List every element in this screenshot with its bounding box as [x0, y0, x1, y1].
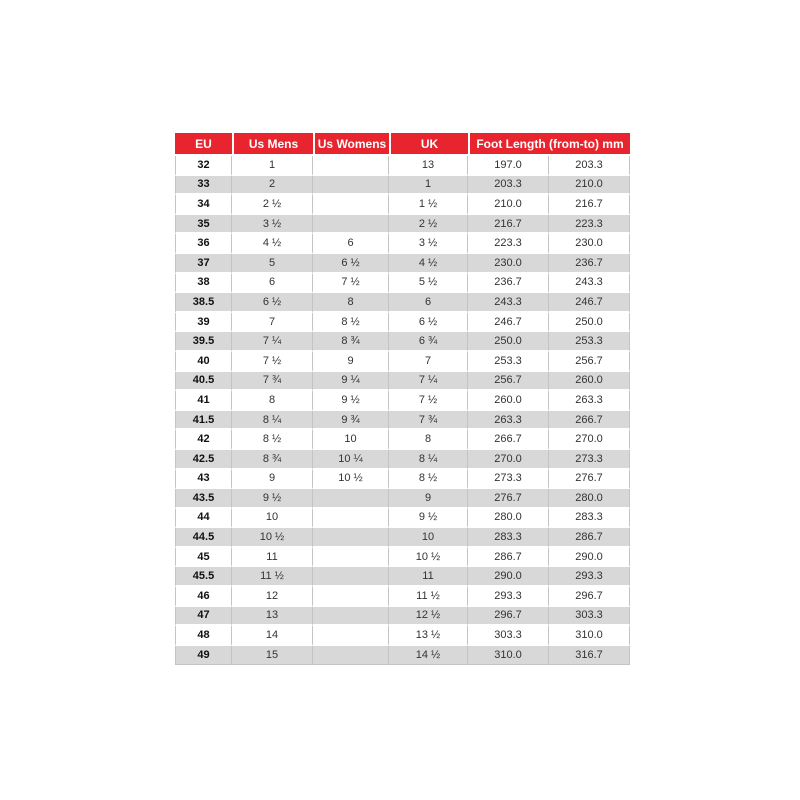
cell-uk: 7: [389, 352, 468, 372]
table-row: [175, 430, 630, 450]
cell-foot-length-from: 276.7: [468, 489, 549, 509]
cell-uk: 2 ½: [389, 215, 468, 235]
cell-eu: 39.5: [175, 332, 232, 352]
table-row: [175, 450, 630, 470]
table-row: [175, 548, 630, 568]
cell-us-womens: 6: [313, 234, 389, 254]
cell-foot-length-from: 250.0: [468, 332, 549, 352]
table-row: [175, 176, 630, 196]
cell-foot-length-to: 223.3: [549, 215, 630, 235]
cell-foot-length-from: 263.3: [468, 411, 549, 431]
cell-eu: 40: [175, 352, 232, 372]
cell-uk: 9: [389, 489, 468, 509]
cell-eu: 44.5: [175, 528, 232, 548]
table-row: [175, 391, 630, 411]
cell-us-mens: 11 ½: [232, 567, 313, 587]
cell-foot-length-to: 236.7: [549, 254, 630, 274]
cell-foot-length-from: 293.3: [468, 587, 549, 607]
cell-us-womens: [313, 646, 389, 666]
header-us-mens: Us Mens: [232, 133, 313, 156]
cell-uk: 5 ½: [389, 274, 468, 294]
cell-us-womens: [313, 176, 389, 196]
table-row: [175, 234, 630, 254]
cell-us-mens: 7 ¼: [232, 332, 313, 352]
cell-foot-length-to: 203.3: [549, 156, 630, 176]
cell-eu: 45: [175, 548, 232, 568]
cell-eu: 34: [175, 195, 232, 215]
table-row: [175, 293, 630, 313]
cell-us-womens: 6 ½: [313, 254, 389, 274]
cell-eu: 41: [175, 391, 232, 411]
cell-uk: 9 ½: [389, 509, 468, 529]
cell-foot-length-from: 303.3: [468, 626, 549, 646]
cell-eu: 43.5: [175, 489, 232, 509]
header-uk: UK: [389, 133, 468, 156]
cell-us-womens: [313, 607, 389, 627]
cell-foot-length-from: 283.3: [468, 528, 549, 548]
cell-us-womens: [313, 587, 389, 607]
table-row: [175, 528, 630, 548]
cell-us-womens: 9 ½: [313, 391, 389, 411]
cell-foot-length-from: 260.0: [468, 391, 549, 411]
cell-us-mens: 1: [232, 156, 313, 176]
cell-foot-length-from: 210.0: [468, 195, 549, 215]
cell-foot-length-to: 270.0: [549, 430, 630, 450]
cell-us-womens: 8 ½: [313, 313, 389, 333]
cell-uk: 8 ¼: [389, 450, 468, 470]
table-row: [175, 254, 630, 274]
cell-uk: 7 ¼: [389, 372, 468, 392]
cell-foot-length-to: 293.3: [549, 567, 630, 587]
cell-foot-length-from: 290.0: [468, 567, 549, 587]
cell-foot-length-from: 236.7: [468, 274, 549, 294]
cell-us-mens: 14: [232, 626, 313, 646]
table-row: [175, 646, 630, 666]
cell-us-womens: 8: [313, 293, 389, 313]
cell-uk: 11: [389, 567, 468, 587]
cell-foot-length-from: 256.7: [468, 372, 549, 392]
table-row: [175, 372, 630, 392]
cell-foot-length-from: 230.0: [468, 254, 549, 274]
cell-foot-length-to: 210.0: [549, 176, 630, 196]
cell-uk: 11 ½: [389, 587, 468, 607]
cell-uk: 12 ½: [389, 607, 468, 627]
cell-us-mens: 8 ½: [232, 430, 313, 450]
cell-us-mens: 9 ½: [232, 489, 313, 509]
cell-uk: 6 ½: [389, 313, 468, 333]
cell-eu: 47: [175, 607, 232, 627]
cell-uk: 7 ¾: [389, 411, 468, 431]
cell-foot-length-to: 243.3: [549, 274, 630, 294]
cell-us-womens: [313, 626, 389, 646]
cell-us-womens: [313, 567, 389, 587]
cell-foot-length-to: 246.7: [549, 293, 630, 313]
cell-us-mens: 6 ½: [232, 293, 313, 313]
cell-foot-length-from: 203.3: [468, 176, 549, 196]
cell-uk: 7 ½: [389, 391, 468, 411]
cell-uk: 4 ½: [389, 254, 468, 274]
cell-us-mens: 3 ½: [232, 215, 313, 235]
cell-eu: 42: [175, 430, 232, 450]
cell-eu: 44: [175, 509, 232, 529]
cell-us-womens: 9 ¼: [313, 372, 389, 392]
cell-eu: 32: [175, 156, 232, 176]
cell-us-womens: 10 ½: [313, 470, 389, 490]
cell-foot-length-from: 273.3: [468, 470, 549, 490]
cell-us-mens: 4 ½: [232, 234, 313, 254]
cell-foot-length-from: 216.7: [468, 215, 549, 235]
cell-foot-length-from: 310.0: [468, 646, 549, 666]
cell-eu: 42.5: [175, 450, 232, 470]
cell-foot-length-to: 256.7: [549, 352, 630, 372]
cell-uk: 14 ½: [389, 646, 468, 666]
cell-uk: 1 ½: [389, 195, 468, 215]
table-row: [175, 470, 630, 490]
table-row: [175, 567, 630, 587]
cell-foot-length-to: 296.7: [549, 587, 630, 607]
cell-us-mens: 13: [232, 607, 313, 627]
cell-foot-length-to: 216.7: [549, 195, 630, 215]
cell-uk: 13 ½: [389, 626, 468, 646]
cell-us-mens: 7 ½: [232, 352, 313, 372]
table-row: [175, 509, 630, 529]
table-row: [175, 411, 630, 431]
cell-uk: 6: [389, 293, 468, 313]
cell-foot-length-from: 296.7: [468, 607, 549, 627]
cell-eu: 41.5: [175, 411, 232, 431]
cell-foot-length-from: 266.7: [468, 430, 549, 450]
size-chart-table: [175, 133, 630, 665]
table-row: [175, 587, 630, 607]
cell-us-mens: 2 ½: [232, 195, 313, 215]
table-row: [175, 195, 630, 215]
cell-eu: 33: [175, 176, 232, 196]
cell-us-womens: [313, 195, 389, 215]
cell-foot-length-to: 276.7: [549, 470, 630, 490]
cell-foot-length-to: 303.3: [549, 607, 630, 627]
table-body: [175, 156, 630, 665]
cell-eu: 36: [175, 234, 232, 254]
cell-eu: 38: [175, 274, 232, 294]
cell-us-womens: [313, 509, 389, 529]
cell-foot-length-from: 270.0: [468, 450, 549, 470]
table-row: [175, 626, 630, 646]
cell-eu: 35: [175, 215, 232, 235]
cell-foot-length-to: 263.3: [549, 391, 630, 411]
cell-uk: 13: [389, 156, 468, 176]
cell-us-mens: 10 ½: [232, 528, 313, 548]
cell-us-womens: [313, 489, 389, 509]
cell-us-womens: 9: [313, 352, 389, 372]
cell-uk: 8 ½: [389, 470, 468, 490]
cell-uk: 10: [389, 528, 468, 548]
cell-uk: 6 ¾: [389, 332, 468, 352]
cell-us-mens: 12: [232, 587, 313, 607]
cell-foot-length-from: 280.0: [468, 509, 549, 529]
table-row: [175, 607, 630, 627]
cell-eu: 43: [175, 470, 232, 490]
cell-eu: 37: [175, 254, 232, 274]
cell-us-womens: 8 ¾: [313, 332, 389, 352]
table-row: [175, 332, 630, 352]
cell-us-womens: [313, 215, 389, 235]
cell-foot-length-to: 316.7: [549, 646, 630, 666]
cell-us-mens: 15: [232, 646, 313, 666]
cell-foot-length-to: 266.7: [549, 411, 630, 431]
cell-foot-length-from: 223.3: [468, 234, 549, 254]
cell-eu: 48: [175, 626, 232, 646]
cell-us-mens: 8: [232, 391, 313, 411]
header-row: [175, 133, 630, 156]
cell-eu: 49: [175, 646, 232, 666]
cell-us-mens: 9: [232, 470, 313, 490]
table-row: [175, 215, 630, 235]
cell-foot-length-from: 197.0: [468, 156, 549, 176]
cell-foot-length-from: 246.7: [468, 313, 549, 333]
cell-us-womens: 9 ¾: [313, 411, 389, 431]
cell-foot-length-to: 253.3: [549, 332, 630, 352]
cell-us-womens: 10 ¼: [313, 450, 389, 470]
cell-foot-length-to: 260.0: [549, 372, 630, 392]
cell-us-womens: [313, 528, 389, 548]
cell-foot-length-from: 243.3: [468, 293, 549, 313]
cell-foot-length-to: 283.3: [549, 509, 630, 529]
table-row: [175, 313, 630, 333]
header-foot-length: Foot Length (from-to) mm: [468, 133, 630, 156]
cell-foot-length-from: 286.7: [468, 548, 549, 568]
cell-us-womens: [313, 156, 389, 176]
cell-us-womens: [313, 548, 389, 568]
cell-uk: 1: [389, 176, 468, 196]
cell-foot-length-to: 286.7: [549, 528, 630, 548]
cell-eu: 46: [175, 587, 232, 607]
cell-us-mens: 7 ¾: [232, 372, 313, 392]
cell-us-mens: 7: [232, 313, 313, 333]
cell-eu: 38.5: [175, 293, 232, 313]
table-row: [175, 352, 630, 372]
cell-us-mens: 6: [232, 274, 313, 294]
cell-us-mens: 5: [232, 254, 313, 274]
table-row: [175, 489, 630, 509]
table-row: [175, 274, 630, 294]
header-eu: EU: [175, 133, 232, 156]
cell-foot-length-to: 230.0: [549, 234, 630, 254]
cell-uk: 10 ½: [389, 548, 468, 568]
cell-us-womens: 10: [313, 430, 389, 450]
cell-eu: 45.5: [175, 567, 232, 587]
cell-us-mens: 11: [232, 548, 313, 568]
cell-foot-length-to: 273.3: [549, 450, 630, 470]
cell-us-womens: 7 ½: [313, 274, 389, 294]
cell-eu: 40.5: [175, 372, 232, 392]
cell-uk: 8: [389, 430, 468, 450]
cell-us-mens: 2: [232, 176, 313, 196]
cell-eu: 39: [175, 313, 232, 333]
cell-uk: 3 ½: [389, 234, 468, 254]
cell-foot-length-from: 253.3: [468, 352, 549, 372]
cell-us-mens: 10: [232, 509, 313, 529]
table-row: [175, 156, 630, 176]
header-us-womens: Us Womens: [313, 133, 389, 156]
cell-foot-length-to: 250.0: [549, 313, 630, 333]
cell-us-mens: 8 ¼: [232, 411, 313, 431]
cell-us-mens: 8 ¾: [232, 450, 313, 470]
cell-foot-length-to: 290.0: [549, 548, 630, 568]
cell-foot-length-to: 280.0: [549, 489, 630, 509]
cell-foot-length-to: 310.0: [549, 626, 630, 646]
